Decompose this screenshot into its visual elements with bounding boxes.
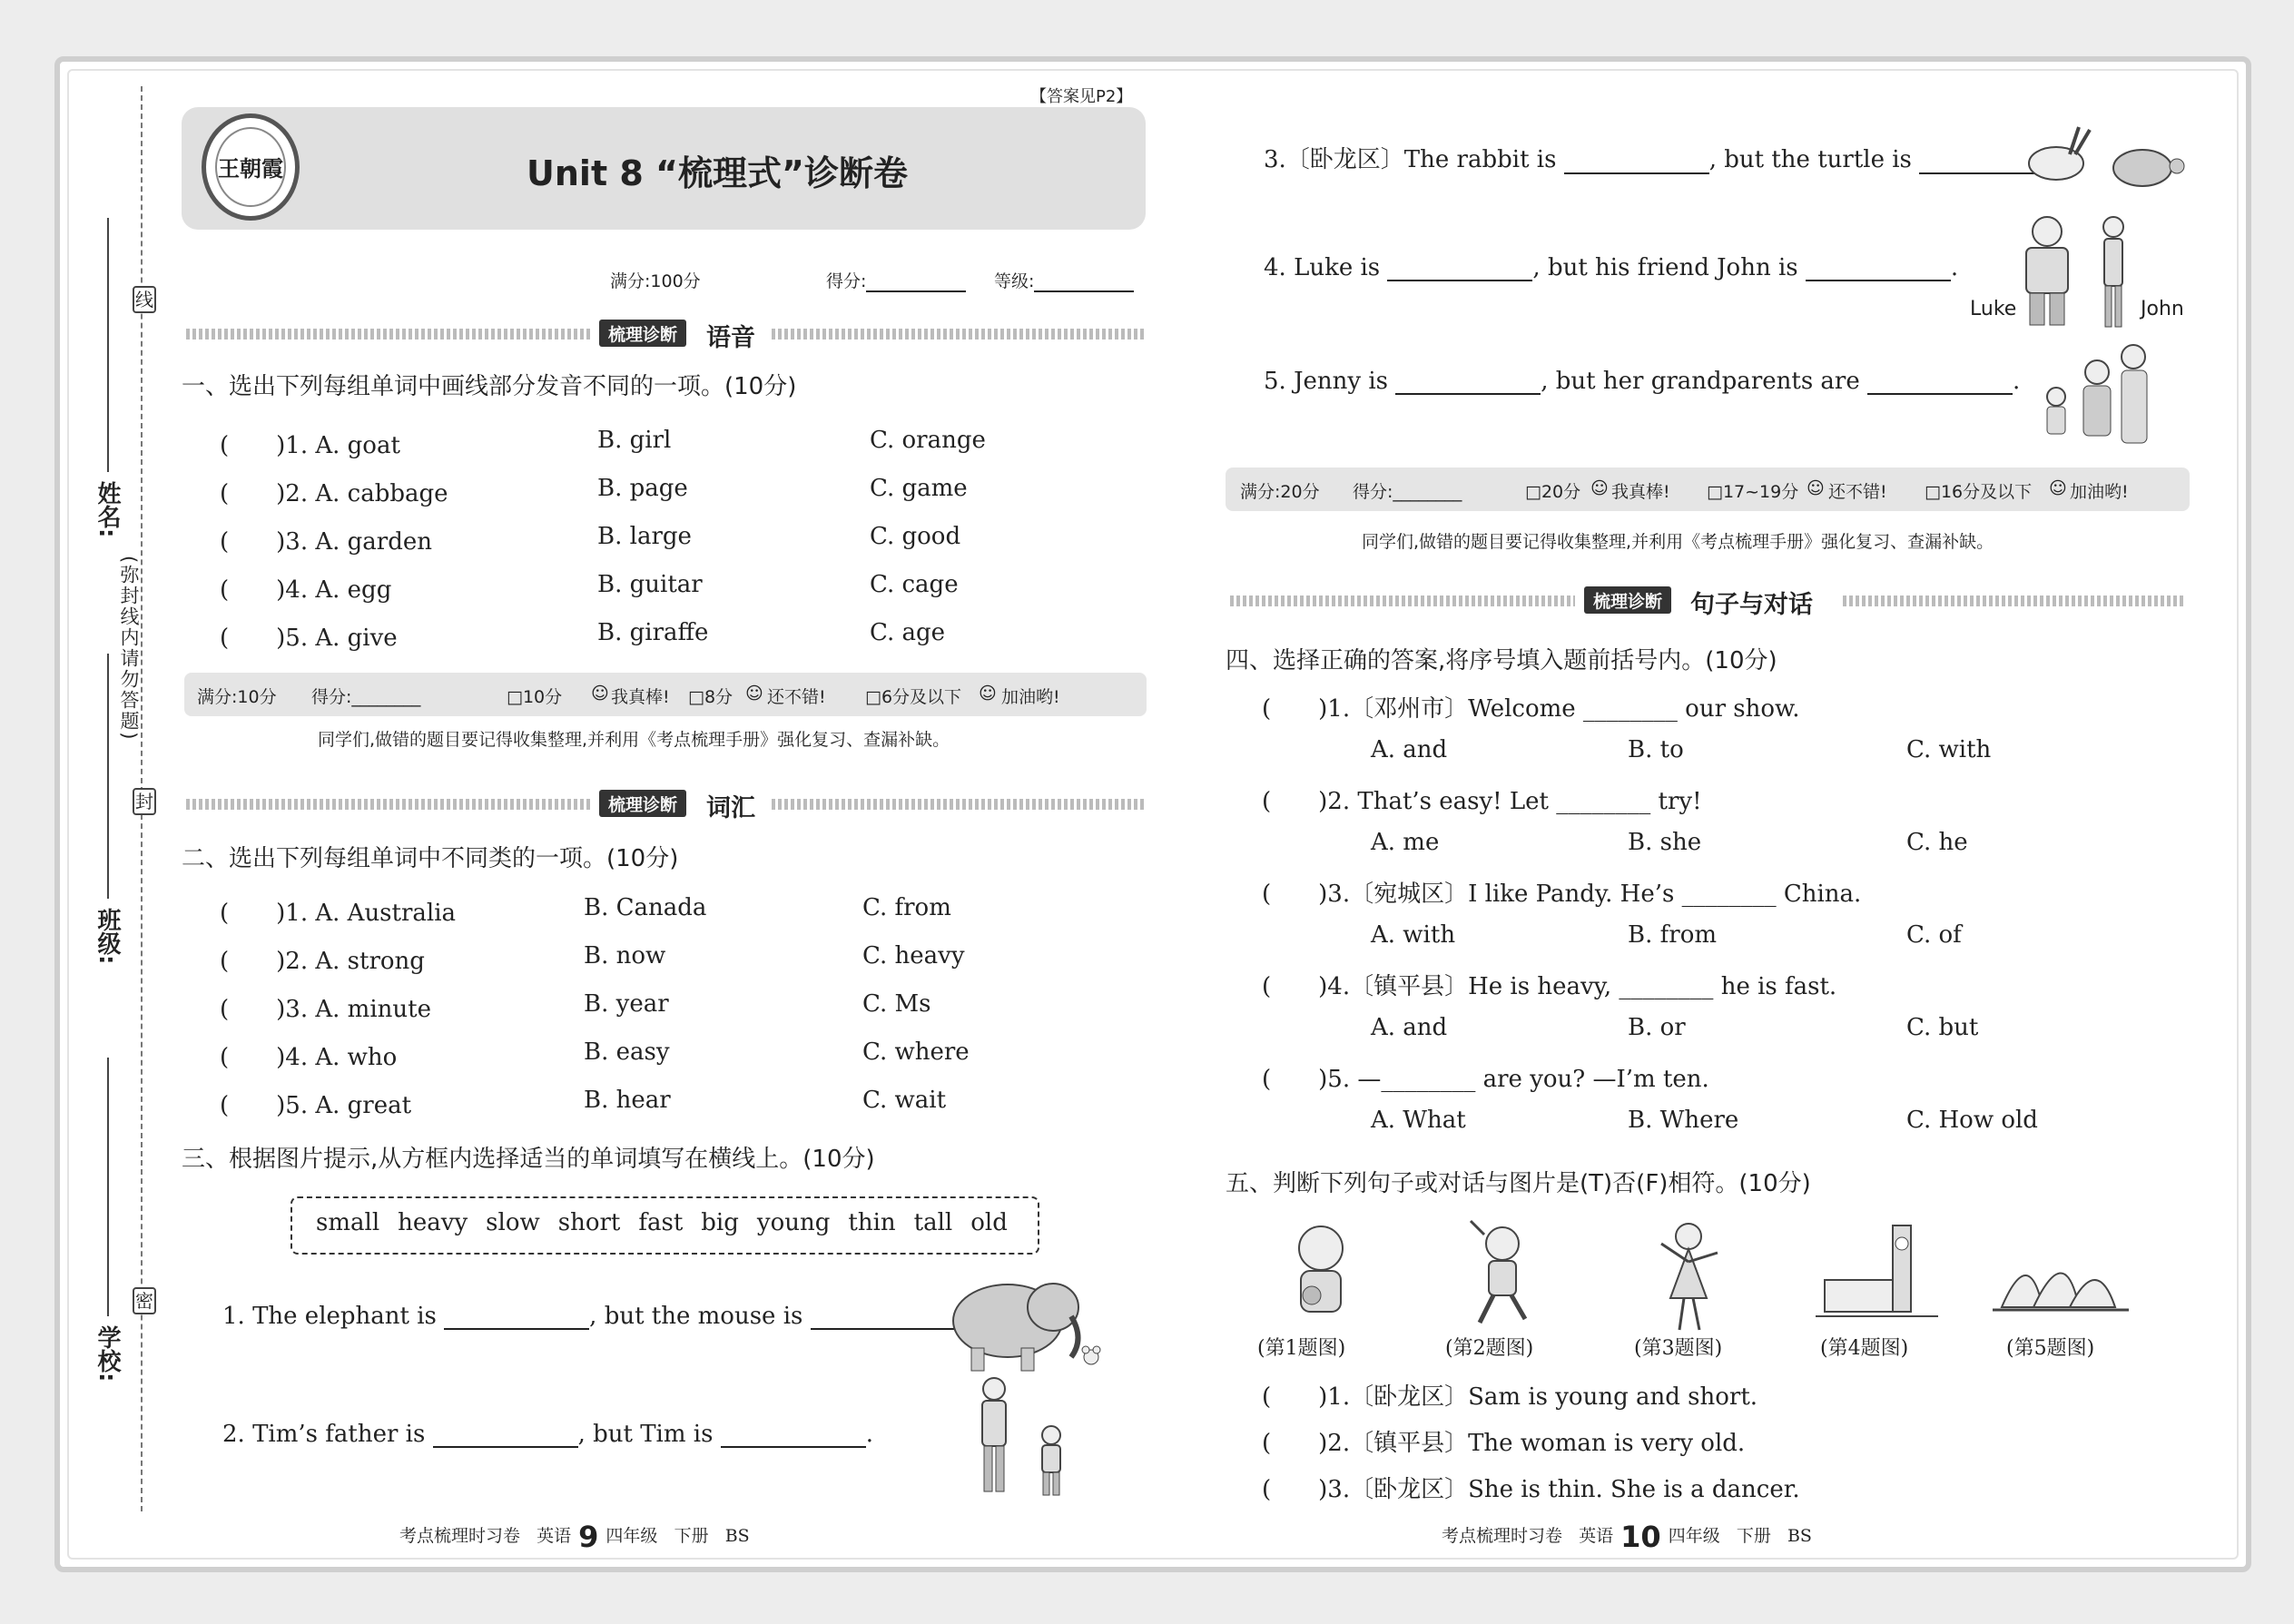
- fill-2b-blank[interactable]: [721, 1424, 866, 1448]
- option-a: A. with: [1371, 921, 1456, 949]
- smile-icon: ☺: [745, 684, 763, 704]
- choice-option-c: C. good: [870, 523, 961, 550]
- word-bank-word: tall: [913, 1209, 953, 1236]
- choice-item-stem: ( )4. A. who: [220, 1044, 398, 1071]
- rabbit-turtle-picture: [2015, 123, 2188, 195]
- word-bank: [290, 1196, 1039, 1255]
- fill-3a-blank[interactable]: [1564, 151, 1709, 174]
- luke-john-picture: [2006, 213, 2142, 331]
- class-line: [107, 654, 109, 899]
- option-a: A. and: [1371, 1014, 1448, 1041]
- logo-text: 王朝霞: [215, 127, 286, 207]
- option-c: C. but: [1906, 1014, 1979, 1041]
- picture-3-dancer: [1643, 1216, 1734, 1334]
- word-bank-word: slow: [486, 1209, 540, 1236]
- choice-item-stem: ( )4. A. egg: [220, 576, 392, 604]
- picture-caption: (第3题图): [1634, 1337, 1723, 1360]
- school-line: [107, 1058, 109, 1316]
- option-a: A. and: [1371, 736, 1448, 763]
- choice-item-stem: ( )2. A. strong: [220, 948, 425, 975]
- picture-caption: (第1题图): [1257, 1337, 1346, 1360]
- question-5-item: ( )2.〔镇平县〕The woman is very old.: [1262, 1430, 1746, 1457]
- word-bank-word: short: [557, 1209, 621, 1236]
- choice-item-stem: ( )3. A. garden: [220, 528, 433, 556]
- choice-option-c: C. heavy: [862, 942, 965, 969]
- question-4-item: ( )3.〔宛城区〕I like Pandy. He’s ________ China.: [1262, 881, 1862, 908]
- school-label: 学校:: [94, 1325, 121, 1383]
- option-b: B. or: [1628, 1014, 1686, 1041]
- picture-caption: (第5题图): [2006, 1337, 2095, 1360]
- fill-2a-blank[interactable]: [433, 1424, 578, 1448]
- full-score: 满分:100分: [610, 271, 701, 291]
- picture-caption: (第4题图): [1820, 1337, 1909, 1360]
- option-b: B. she: [1628, 829, 1702, 856]
- word-bank-word: young: [756, 1209, 831, 1236]
- class-label: 班级:: [94, 908, 121, 965]
- picture-1-boy: [1275, 1221, 1366, 1330]
- word-bank-word: thin: [848, 1209, 896, 1236]
- picture-2-girl-running: [1452, 1212, 1543, 1330]
- score-bar-2: 满分:20分 得分:________ □20分 ☺ 我真棒! □17~19分 ☺ 还不错! □16分及以下 ☺ 加油哟!: [1226, 468, 2190, 511]
- question-2-heading: 二、选出下列每组单词中不同类的一项。(10分): [182, 845, 679, 872]
- choice-item-stem: ( )1. A. goat: [220, 432, 400, 459]
- choice-option-b: B. easy: [584, 1038, 670, 1066]
- smile-icon: ☺: [1590, 478, 1609, 498]
- question-4-item: ( )4.〔镇平县〕He is heavy, ________ he is fast.: [1262, 973, 1837, 1000]
- option-c: C. with: [1906, 736, 1992, 763]
- question-4-item: ( )2. That’s easy! Let ________ try!: [1262, 788, 1702, 815]
- choice-option-b: B. year: [584, 990, 669, 1018]
- fill-4a-blank[interactable]: [1387, 258, 1532, 281]
- fill-1a-blank[interactable]: [444, 1306, 589, 1330]
- review-note-1: 同学们,做错的题目要记得收集整理,并利用《考点梳理手册》强化复习、查漏补缺。: [318, 730, 950, 750]
- section-tag: 梳理诊断: [1584, 586, 1671, 614]
- grade-field[interactable]: [1034, 269, 1134, 292]
- fill-4b-blank[interactable]: [1806, 258, 1951, 281]
- fill-5a-blank[interactable]: [1395, 371, 1541, 395]
- question-1-heading: 一、选出下列每组单词中画线部分发音不同的一项。(10分): [182, 373, 797, 400]
- section-title-sentences: 句子与对话: [1690, 591, 1813, 619]
- section-divider: [186, 329, 590, 340]
- brand-logo: [202, 113, 300, 221]
- name-line: [107, 218, 109, 472]
- choice-option-c: C. Ms: [862, 990, 931, 1018]
- option-b: B. to: [1628, 736, 1684, 763]
- choice-option-c: C. wait: [862, 1087, 947, 1114]
- section-title-vocabulary: 词汇: [706, 794, 755, 822]
- name-label: 姓名:: [94, 481, 121, 538]
- choice-option-c: C. cage: [870, 571, 959, 598]
- choice-option-b: B. giraffe: [597, 619, 709, 646]
- seal-line-mark: 线: [133, 286, 156, 313]
- option-c: C. of: [1906, 921, 1962, 949]
- choice-item-stem: ( )5. A. give: [220, 625, 398, 652]
- section-divider: [772, 329, 1144, 340]
- choice-option-b: B. hear: [584, 1087, 671, 1114]
- word-bank-word: fast: [638, 1209, 684, 1236]
- footer-right: 考点梳理时习卷 英语 10 四年级 下册 BS: [1442, 1520, 1812, 1554]
- fill-item-1: 1. The elephant is , but the mouse is: [222, 1303, 963, 1330]
- picture-caption: (第2题图): [1445, 1337, 1534, 1360]
- smile-icon: ☺: [1807, 478, 1825, 498]
- question-4-item: ( )1.〔邓州市〕Welcome ________ our show.: [1262, 695, 1800, 723]
- word-bank-word: old: [970, 1209, 1008, 1236]
- score-bar-1: 满分:10分 得分:________ □10分 ☺ 我真棒! □8分 ☺ 还不错! □6分及以下 ☺ 加油哟!: [184, 673, 1147, 716]
- option-a: A. What: [1371, 1107, 1466, 1134]
- choice-option-b: B. Canada: [584, 894, 707, 921]
- question-5-item: ( )1.〔卧龙区〕Sam is young and short.: [1262, 1383, 1758, 1411]
- choice-item-stem: ( )5. A. great: [220, 1092, 412, 1119]
- fill-item-5: 5. Jenny is , but her grandparents are .: [1264, 368, 2021, 395]
- picture-5-sydney-opera-house: [1993, 1239, 2129, 1321]
- question-3-heading: 三、根据图片提示,从方框内选择适当的单词填写在横线上。(10分): [182, 1146, 875, 1173]
- page-number: 9: [578, 1520, 599, 1554]
- picture-4-big-ben: [1816, 1216, 1938, 1325]
- binding-note: (弥封线内请勿答题): [118, 556, 140, 742]
- jenny-grandparents-picture: [2038, 340, 2156, 454]
- elephant-mouse-picture: [935, 1266, 1108, 1375]
- fill-1b-blank[interactable]: [811, 1306, 956, 1330]
- got-score-field[interactable]: [866, 269, 966, 292]
- page-number: 10: [1620, 1520, 1661, 1554]
- choice-option-c: C. game: [870, 475, 968, 502]
- fill-item-2: 2. Tim’s father is , but Tim is .: [222, 1421, 873, 1448]
- smile-icon: ☺: [2049, 478, 2067, 498]
- choice-option-b: B. guitar: [597, 571, 703, 598]
- word-bank-word: heavy: [398, 1209, 468, 1236]
- section-title-phonics: 语音: [706, 324, 755, 352]
- option-b: B. Where: [1628, 1107, 1739, 1134]
- john-label: John: [2141, 298, 2184, 320]
- page-title: Unit 8 “梳理式”诊断卷: [527, 153, 908, 193]
- choice-option-c: C. from: [862, 894, 951, 921]
- smile-icon: ☺: [979, 684, 997, 704]
- exam-sheet: [54, 56, 2251, 1572]
- word-bank-word: big: [701, 1209, 739, 1236]
- luke-label: Luke: [1970, 298, 2017, 320]
- option-a: A. me: [1371, 829, 1440, 856]
- answer-reference: 【答案见P2】: [1030, 87, 1133, 106]
- grade-label: 等级:: [994, 271, 1035, 291]
- section-divider: [1230, 595, 1575, 606]
- choice-option-c: C. age: [870, 619, 946, 646]
- question-5-heading: 五、判断下列句子或对话与图片是(T)否(F)相符。(10分): [1226, 1170, 1811, 1197]
- section-divider: [186, 799, 590, 810]
- option-c: C. he: [1906, 829, 1968, 856]
- seal-mi-mark: 密: [133, 1287, 156, 1314]
- footer-left: 考点梳理时习卷 英语 9 四年级 下册 BS: [399, 1520, 750, 1554]
- choice-item-stem: ( )2. A. cabbage: [220, 480, 448, 507]
- question-4-item: ( )5. —________ are you? —I’m ten.: [1262, 1066, 1709, 1093]
- got-score-label: 得分:: [826, 271, 867, 291]
- choice-option-c: C. where: [862, 1038, 970, 1066]
- choice-option-c: C. orange: [870, 427, 986, 454]
- choice-option-b: B. large: [597, 523, 692, 550]
- choice-option-b: B. now: [584, 942, 666, 969]
- section-tag: 梳理诊断: [599, 320, 686, 347]
- seal-feng-mark: 封: [133, 788, 156, 815]
- fill-5b-blank[interactable]: [1867, 371, 2013, 395]
- choice-item-stem: ( )1. A. Australia: [220, 900, 457, 927]
- question-5-item: ( )3.〔卧龙区〕She is thin. She is a dancer.: [1262, 1476, 1800, 1503]
- choice-option-b: B. page: [597, 475, 688, 502]
- fill-item-4: 4. Luke is , but his friend John is .: [1264, 254, 1959, 281]
- smile-icon: ☺: [591, 684, 609, 704]
- section-tag: 梳理诊断: [599, 790, 686, 817]
- tim-and-father-picture: [962, 1375, 1080, 1502]
- section-divider: [772, 799, 1144, 810]
- option-c: C. How old: [1906, 1107, 2038, 1134]
- fill-item-3: 3.〔卧龙区〕The rabbit is , but the turtle is: [1264, 141, 2072, 174]
- choice-item-stem: ( )3. A. minute: [220, 996, 431, 1023]
- option-b: B. from: [1628, 921, 1717, 949]
- choice-option-b: B. girl: [597, 427, 672, 454]
- review-note-2: 同学们,做错的题目要记得收集整理,并利用《考点梳理手册》强化复习、查漏补缺。: [1362, 532, 1994, 552]
- question-4-heading: 四、选择正确的答案,将序号填入题前括号内。(10分): [1226, 647, 1777, 674]
- section-divider: [1843, 595, 2183, 606]
- word-bank-word: small: [316, 1209, 380, 1236]
